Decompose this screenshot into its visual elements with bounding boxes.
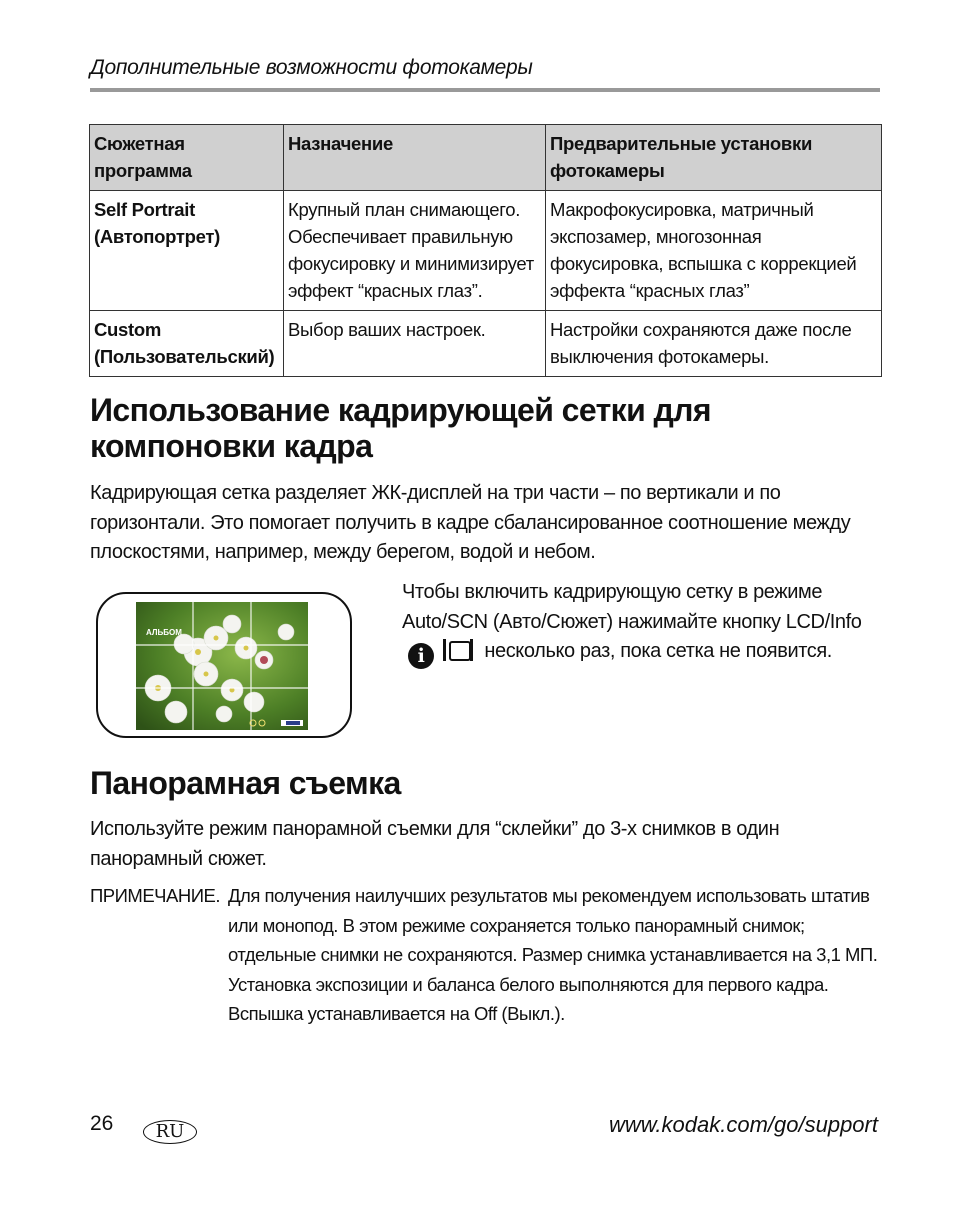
instruction-text-end: несколько раз, пока сетка не появится.: [484, 640, 832, 662]
scene-name-translation: (Автопортрет): [94, 226, 221, 247]
table-row: [90, 311, 882, 377]
table-header-row: [90, 125, 882, 191]
page-number: 26: [90, 1112, 114, 1135]
support-url: www.kodak.com/go/support: [608, 1112, 878, 1137]
scene-modes-table: [89, 124, 882, 377]
scene-name: Custom: [94, 319, 162, 340]
language-badge: RU: [143, 1120, 197, 1144]
framing-grid-heading: Использование кадрирующей сетки для компоновки кадра: [90, 392, 711, 464]
flower-photo-image: [136, 602, 308, 730]
info-icon: i: [408, 643, 434, 669]
panorama-heading: Панорамная съемка: [90, 765, 401, 801]
lcd-album-label: АЛЬБОМ: [146, 628, 182, 637]
header-rule: [90, 88, 880, 92]
scene-purpose: Выбор ваших настроек.: [284, 311, 546, 377]
scene-name: Self Portrait: [94, 199, 195, 220]
scene-settings: Макрофокусировка, матричный экспозамер, многозонная фокусировка, вспышка с коррекцией эффекта “красных глаз”: [546, 191, 882, 311]
scene-name-translation: (Пользовательский): [94, 346, 275, 367]
column-header-purpose: Назначение: [284, 125, 546, 191]
framing-grid-intro: Кадрирующая сетка разделяет ЖК-дисплей на три части – по вертикали и по горизонтали. Это помогает получить в кадре сбалансированное соотношение между плоскостями, например, между берегом, водой и небом.: [90, 482, 851, 563]
lcd-screen-with-grid: [136, 602, 308, 730]
scene-name-cell: [90, 311, 284, 377]
instruction-text: Чтобы включить кадрирующую сетку в режиме Auto/SCN (Авто/Сюжет) нажимайте кнопку LCD/Info: [402, 581, 862, 633]
scene-name-cell: [90, 191, 284, 311]
column-header-settings: Предварительные установки фотокамеры: [546, 125, 882, 191]
scene-purpose: Крупный план снимающего. Обеспечивает правильную фокусировку и минимизирует эффект “красных глаз”.: [284, 191, 546, 311]
scene-settings: Настройки сохраняются даже после выключения фотокамеры.: [546, 311, 882, 377]
column-header-scene: Сюжетная программа: [90, 125, 284, 191]
panorama-intro: Используйте режим панорамной съемки для “склейки” до 3-х снимков в один панорамный сюжет.: [90, 818, 780, 870]
note-text: Для получения наилучших результатов мы рекомендуем использовать штатив или монопод. В этом режиме сохраняется только панорамный снимок; отдельные снимки не сохраняются. Размер снимка устанавливается на 3,1 МП. Установка экспозиции и баланса белого выполняются для первого кадра. Вспышка устанавливается на Off (Выкл.).: [228, 885, 878, 1024]
framing-grid-instruction: [402, 578, 880, 669]
camera-lcd-illustration: [96, 592, 352, 738]
running-header: Дополнительные возможности фотокамеры: [90, 56, 533, 79]
note-label: ПРИМЕЧАНИЕ.: [90, 885, 220, 906]
lcd-frame-icon: [443, 639, 473, 661]
table-row: [90, 191, 882, 311]
